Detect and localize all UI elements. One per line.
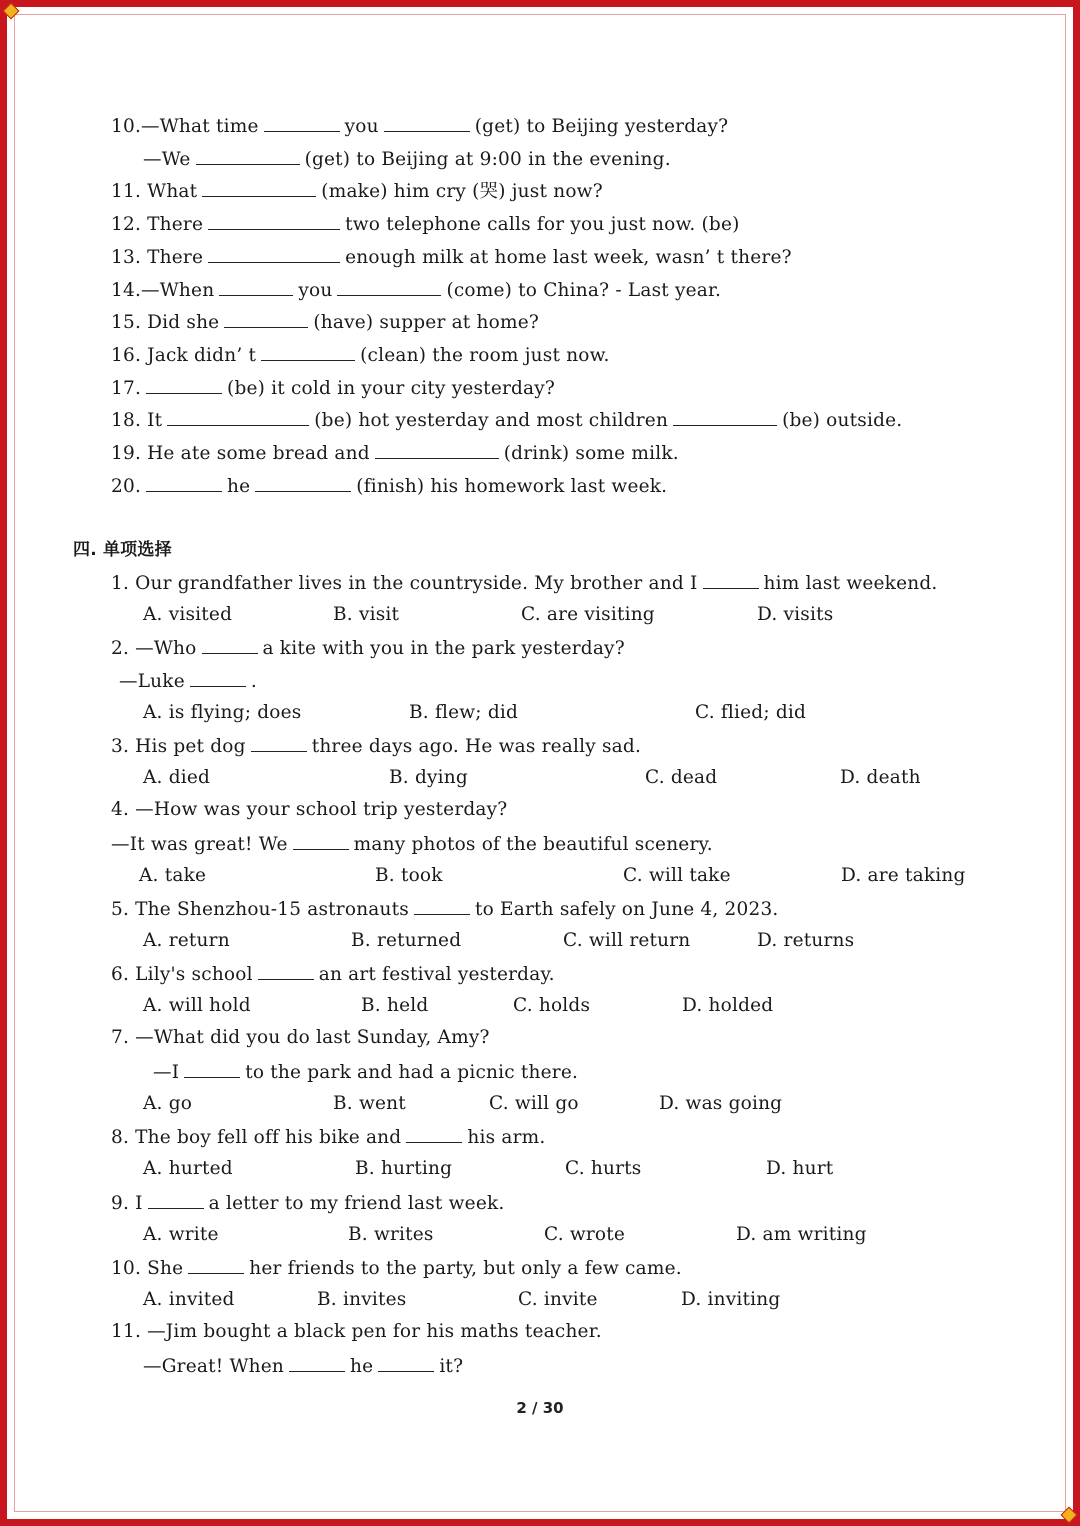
- question-text: (get) to Beijing yesterday?: [474, 116, 729, 137]
- fill-in-question: [111, 178, 603, 204]
- question-text: he: [350, 1356, 374, 1377]
- choice-question: [111, 733, 641, 759]
- answer-blank[interactable]: [293, 831, 349, 850]
- question-text: 14.—When: [111, 279, 215, 301]
- answer-option[interactable]: C. flied; did: [695, 702, 807, 723]
- answer-blank[interactable]: [167, 407, 309, 426]
- corner-ornament-icon: [3, 3, 20, 20]
- question-text: 11. —Jim bought a black pen for his maths teacher.: [111, 1321, 602, 1342]
- question-text: her friends to the party, but only a few came.: [249, 1258, 682, 1279]
- answer-blank[interactable]: [703, 570, 759, 589]
- question-text: (have) supper at home?: [313, 312, 539, 334]
- answer-blank[interactable]: [337, 277, 441, 296]
- choice-question: [111, 961, 555, 987]
- answer-option[interactable]: B. writes: [348, 1224, 434, 1245]
- choice-question: [111, 635, 625, 661]
- question-text: 19. He ate some bread and: [111, 443, 370, 464]
- question-text: to the park and had a picnic there.: [245, 1062, 579, 1083]
- question-text: (finish) his homework last week.: [356, 475, 668, 497]
- answer-option[interactable]: C. holds: [513, 995, 591, 1016]
- fill-in-question: [143, 146, 671, 172]
- question-text: (clean) the room just now.: [360, 344, 610, 366]
- question-text: (be) outside.: [782, 410, 903, 432]
- question-text: three days ago. He was really sad.: [311, 736, 642, 757]
- answer-option[interactable]: C. wrote: [544, 1224, 626, 1245]
- answer-blank[interactable]: [406, 1124, 462, 1143]
- answer-option[interactable]: D. death: [840, 767, 921, 788]
- choice-question: [119, 668, 257, 694]
- answer-option[interactable]: A. will hold: [143, 995, 251, 1016]
- answer-option[interactable]: B. held: [361, 995, 429, 1016]
- answer-option[interactable]: C. will go: [489, 1093, 579, 1114]
- answer-option[interactable]: A. go: [143, 1093, 193, 1114]
- question-text: (make) him cry (哭) just now?: [321, 181, 603, 203]
- choice-question: [111, 1124, 545, 1150]
- answer-blank[interactable]: [188, 1255, 244, 1274]
- question-text: a kite with you in the park yesterday?: [262, 638, 625, 659]
- fill-in-question: [111, 440, 679, 466]
- answer-option[interactable]: C. are visiting: [521, 604, 655, 625]
- question-text: it?: [439, 1356, 464, 1377]
- answer-blank[interactable]: [414, 896, 470, 915]
- question-text: 2. —Who: [111, 638, 197, 659]
- answer-blank[interactable]: [190, 668, 246, 687]
- fill-in-question: [111, 244, 792, 270]
- answer-option[interactable]: D. are taking: [841, 865, 966, 886]
- answer-blank[interactable]: [289, 1353, 345, 1372]
- question-text: 1. Our grandfather lives in the countryside. My brother and I: [111, 573, 698, 594]
- choice-question: [111, 798, 507, 822]
- question-text: 12. There: [111, 214, 204, 236]
- answer-option[interactable]: D. visits: [757, 604, 834, 625]
- fill-in-question: [111, 342, 610, 368]
- answer-option[interactable]: A. died: [143, 767, 211, 788]
- section-title: 四. 单项选择: [73, 540, 172, 560]
- question-text: —Luke: [119, 671, 185, 692]
- question-text: an art festival yesterday.: [318, 964, 555, 985]
- answer-option[interactable]: D. hurt: [766, 1158, 834, 1179]
- answer-option[interactable]: D. was going: [659, 1093, 783, 1114]
- answer-blank[interactable]: [258, 961, 314, 980]
- corner-ornament-icon: [1061, 1507, 1078, 1524]
- answer-option[interactable]: C. dead: [645, 767, 718, 788]
- question-text: him last weekend.: [763, 573, 938, 594]
- answer-option[interactable]: C. will return: [563, 930, 691, 951]
- question-text: 18. It: [111, 410, 163, 432]
- answer-option[interactable]: B. returned: [351, 930, 462, 951]
- answer-blank[interactable]: [384, 113, 470, 132]
- choice-question: [153, 1059, 578, 1085]
- answer-blank[interactable]: [255, 473, 351, 492]
- answer-option[interactable]: B. hurting: [355, 1158, 453, 1179]
- answer-blank[interactable]: [378, 1353, 434, 1372]
- question-text: you: [298, 279, 333, 301]
- choice-question: [111, 1320, 602, 1344]
- answer-option[interactable]: A. visited: [143, 604, 233, 625]
- question-text: 10. She: [111, 1258, 184, 1279]
- choice-question: [143, 1353, 463, 1379]
- answer-blank[interactable]: [219, 277, 293, 296]
- question-text: 13. There: [111, 246, 204, 268]
- answer-option[interactable]: C. will take: [623, 865, 731, 886]
- question-text: —Great! When: [143, 1356, 285, 1377]
- question-text: 5. The Shenzhou-15 astronauts: [111, 899, 409, 920]
- answer-option[interactable]: B. dying: [389, 767, 468, 788]
- answer-blank[interactable]: [264, 113, 340, 132]
- answer-blank[interactable]: [251, 733, 307, 752]
- question-text: .: [250, 671, 257, 692]
- answer-blank[interactable]: [375, 440, 499, 459]
- answer-blank[interactable]: [673, 407, 777, 426]
- fill-in-question: [111, 309, 539, 335]
- question-text: 15. Did she: [111, 312, 220, 334]
- answer-option[interactable]: B. took: [375, 865, 443, 886]
- answer-option[interactable]: B. invites: [317, 1289, 407, 1310]
- question-text: (be) it cold in your city yesterday?: [227, 377, 556, 399]
- question-text: 11. What: [111, 181, 198, 203]
- choice-question: [111, 1190, 504, 1216]
- question-text: to Earth safely on June 4, 2023.: [474, 899, 779, 920]
- question-text: enough milk at home last week, wasn’ t there?: [345, 246, 792, 268]
- answer-blank[interactable]: [148, 1190, 204, 1209]
- answer-option[interactable]: D. holded: [682, 995, 774, 1016]
- answer-blank[interactable]: [184, 1059, 240, 1078]
- question-text: —It was great! We: [111, 834, 288, 855]
- answer-option[interactable]: A. invited: [143, 1289, 235, 1310]
- choice-question: [111, 896, 779, 922]
- question-text: —We: [143, 148, 191, 170]
- question-text: (drink) some milk.: [503, 443, 679, 464]
- question-text: two telephone calls for you just now. (be): [345, 214, 740, 236]
- answer-option[interactable]: D. am writing: [736, 1224, 867, 1245]
- fill-in-question: [111, 277, 721, 303]
- question-text: 4. —How was your school trip yesterday?: [111, 799, 508, 820]
- question-text: 16. Jack didn’ t: [111, 344, 257, 366]
- answer-option[interactable]: D. returns: [757, 930, 855, 951]
- answer-option[interactable]: A. return: [143, 930, 230, 951]
- question-text: —I: [153, 1062, 180, 1083]
- fill-in-question: [111, 113, 728, 139]
- fill-in-question: [111, 407, 902, 433]
- question-text: 6. Lily's school: [111, 964, 253, 985]
- answer-option[interactable]: A. is flying; does: [143, 702, 302, 723]
- answer-option[interactable]: B. flew; did: [409, 702, 519, 723]
- fill-in-question: [111, 211, 740, 237]
- choice-question: [111, 831, 713, 857]
- question-text: 10.—What time: [111, 116, 259, 137]
- question-text: 9. I: [111, 1193, 143, 1214]
- answer-option[interactable]: A. hurted: [143, 1158, 233, 1179]
- answer-option[interactable]: C. invite: [518, 1289, 598, 1310]
- question-text: 3. His pet dog: [111, 736, 246, 757]
- choice-question: [111, 1255, 682, 1281]
- question-text: 17.: [111, 377, 142, 399]
- question-text: he: [227, 475, 251, 497]
- question-text: you: [344, 116, 379, 137]
- question-text: 7. —What did you do last Sunday, Amy?: [111, 1027, 490, 1048]
- question-text: many photos of the beautiful scenery.: [353, 834, 713, 855]
- question-text: (get) to Beijing at 9:00 in the evening.: [304, 148, 671, 170]
- answer-option[interactable]: B. went: [333, 1093, 406, 1114]
- question-text: 20.: [111, 475, 142, 497]
- choice-question: [111, 570, 937, 596]
- answer-option[interactable]: D. inviting: [681, 1289, 781, 1310]
- answer-blank[interactable]: [261, 342, 355, 361]
- fill-in-question: [111, 375, 555, 401]
- question-text: (be) hot yesterday and most children: [314, 410, 669, 432]
- answer-option[interactable]: A. write: [143, 1224, 219, 1245]
- answer-blank[interactable]: [196, 146, 300, 165]
- answer-blank[interactable]: [208, 244, 340, 263]
- page-number: 2 / 30: [516, 1399, 564, 1417]
- answer-option[interactable]: C. hurts: [565, 1158, 642, 1179]
- question-text: a letter to my friend last week.: [208, 1193, 505, 1214]
- answer-blank[interactable]: [146, 375, 222, 394]
- choice-question: [111, 1026, 490, 1050]
- answer-blank[interactable]: [202, 635, 258, 654]
- answer-blank[interactable]: [146, 473, 222, 492]
- answer-blank[interactable]: [224, 309, 308, 328]
- answer-option[interactable]: A. take: [139, 865, 207, 886]
- answer-option[interactable]: B. visit: [333, 604, 400, 625]
- question-text: his arm.: [467, 1127, 546, 1148]
- fill-in-question: [111, 473, 667, 499]
- question-text: 8. The boy fell off his bike and: [111, 1127, 402, 1148]
- question-text: (come) to China? - Last year.: [446, 279, 722, 301]
- answer-blank[interactable]: [208, 211, 340, 230]
- answer-blank[interactable]: [202, 178, 316, 197]
